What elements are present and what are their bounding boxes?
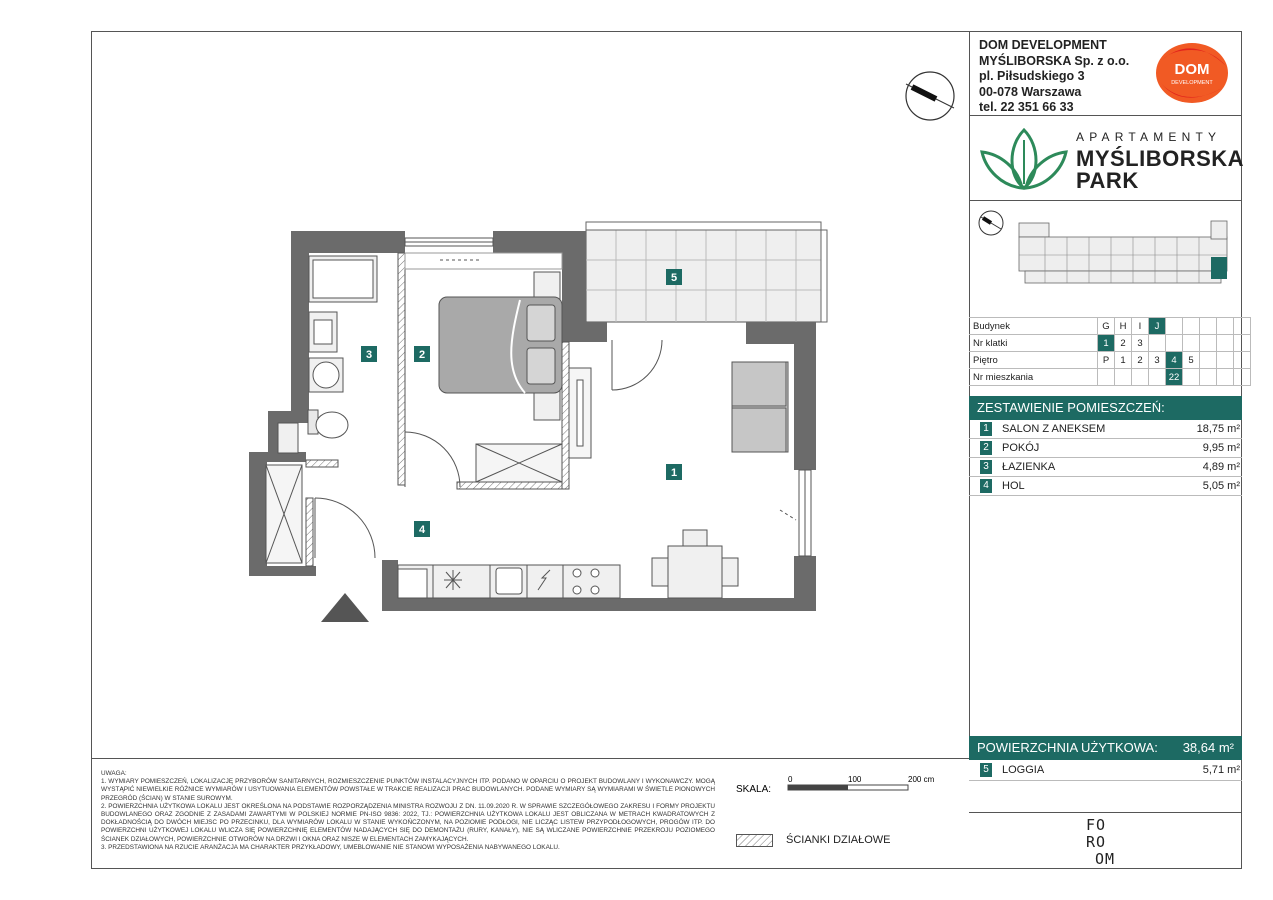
separator bbox=[969, 812, 1242, 813]
total-area-label: POWIERZCHNIA UŻYTKOWA: bbox=[977, 740, 1158, 755]
meta-cell bbox=[1115, 369, 1132, 386]
plan-label-5: 5 bbox=[670, 272, 678, 284]
rooms-heading: ZESTAWIENIE POMIESZCZEŃ: bbox=[969, 396, 1242, 420]
meta-cell bbox=[1149, 369, 1166, 386]
company-info bbox=[979, 38, 1129, 116]
room-name: POKÓJ bbox=[1002, 442, 1040, 454]
meta-cell: J bbox=[1149, 318, 1166, 335]
meta-cell bbox=[1183, 369, 1200, 386]
meta-row bbox=[969, 318, 1251, 335]
room-area: 9,95 m² bbox=[1202, 442, 1240, 454]
brand-line-2: MYŚLIBORSKA bbox=[1076, 146, 1245, 171]
room-row bbox=[980, 420, 1240, 438]
meta-cell: 1 bbox=[1098, 335, 1115, 352]
meta-cell bbox=[1217, 352, 1234, 369]
total-area-bar bbox=[969, 736, 1242, 760]
room-area: 5,71 m² bbox=[1202, 764, 1240, 776]
meta-row bbox=[969, 352, 1251, 369]
loggia-row bbox=[980, 761, 1240, 779]
brand-name bbox=[1076, 126, 1244, 192]
meta-cell bbox=[1217, 369, 1234, 386]
window-right bbox=[799, 470, 811, 556]
meta-cell: P bbox=[1098, 352, 1115, 369]
room-area: 5,05 m² bbox=[1202, 480, 1240, 492]
meta-label: Piętro bbox=[969, 352, 1098, 369]
bedroom-furniture bbox=[439, 272, 562, 482]
room-area: 4,89 m² bbox=[1202, 461, 1240, 473]
meta-cell bbox=[1183, 318, 1200, 335]
meta-cell bbox=[1217, 318, 1234, 335]
meta-cell bbox=[1217, 335, 1234, 352]
company-line: MYŚLIBORSKA Sp. z o.o. bbox=[979, 53, 1130, 68]
meta-label: Nr klatki bbox=[969, 335, 1098, 352]
meta-cell: 2 bbox=[1132, 352, 1149, 369]
logo-text: DOM bbox=[1174, 61, 1210, 78]
meta-cell bbox=[1234, 352, 1251, 369]
meta-cell: H bbox=[1115, 318, 1132, 335]
scale-label: SKALA: bbox=[736, 784, 772, 795]
meta-cell bbox=[1200, 318, 1217, 335]
meta-cell: 22 bbox=[1166, 369, 1183, 386]
note-item: 1. WYMIARY POMIESZCZEŃ, LOKALIZACJĘ PRZYBORÓW SANITARNYCH, ROZMIESZCZENIE PUNKTÓW INSTALACYJNYCH ITP. PODANO W OPARCIU O PROJEKT BUDOWLANY I WYKONAWCZY. MOGĄ WYSTĄPIĆ NIEWIELKIE RÓŻNICE WYMIARÓW I USYTUOWANIA ELEMENTÓW POWSTAŁE W TRAKCIE REALIZACJI PRAC BUDOWLANYCH. PODANE WYMIARY SĄ WYMIARAMI W ŚWIETLE PIONOWYCH PRZEGRÓD (ŚCIAN) W STANIE SUROWYM. bbox=[101, 778, 715, 802]
meta-cell bbox=[1200, 352, 1217, 369]
meta-cell: I bbox=[1132, 318, 1149, 335]
separator bbox=[969, 115, 1242, 116]
notes bbox=[101, 770, 715, 852]
leaf-logo-icon bbox=[978, 126, 1070, 192]
meta-cell bbox=[1098, 369, 1115, 386]
room-name: HOL bbox=[1002, 480, 1025, 492]
meta-cell: 3 bbox=[1132, 335, 1149, 352]
brand-line-3: PARK bbox=[1076, 168, 1139, 193]
room-area: 18,75 m² bbox=[1196, 423, 1240, 435]
meta-cell bbox=[1234, 369, 1251, 386]
meta-cell: 1 bbox=[1115, 352, 1132, 369]
note-item: 3. PRZEDSTAWIONA NA RZUCIE ARANŻACJA MA CHARAKTER PRZYKŁADOWY, UMEBLOWANIE NIE STANOWI WYPOSAŻENIA NABYWANEGO LOKALU. bbox=[101, 843, 560, 851]
meta-cell bbox=[1234, 318, 1251, 335]
legend-label: ŚCIANKI DZIAŁOWE bbox=[786, 834, 891, 846]
meta-row bbox=[969, 369, 1251, 386]
room-name: LOGGIA bbox=[1002, 764, 1045, 776]
note-item: 2. POWIERZCHNIA UŻYTKOWA LOKALU JEST OKREŚLONA NA PODSTAWIE ROZPORZĄDZENIA MINISTRA ROZWOJU Z DN. 11.09.2020 R. W SPRAWIE SZCZEGÓŁOWEGO ZAKRESU I FORMY PROJEKTU BUDOWLANEGO ORAZ ZGODNIE Z ZASADAMI ZAWARTYMI W POLSKIEJ NORMIE PN-ISO 9836: 2022, TJ.: POWIERZCHNIA UŻYTKOWA LOKALU JEST OBLICZANA W METRACH KWADRATOWYCH Z DOKŁADNOŚCIĄ DO DWÓCH MIEJSC PO PRZECINKU, DLA WYMIARÓW LOKALU W STANIE WYKOŃCZONYM, NA POZIOMIE PODŁOGI, NIE LICZĄC LISTEW PRZYPODŁOGOWYCH, PROGÓW ITP. DO POWIERZCHNI UŻYTKOWEJ LOKALU WLICZA SIĘ POWIERZCHNIĘ ELEMENTÓW NADAJĄCYCH SIĘ DO DEMONTAŻU (RURY, KANAŁY), NIE SĄ WLICZANE POWIERZCHNIE PRZEKROJU POZIOMEGO ŚCIANEK DZIAŁOWYCH, POWIERZCHNIE OTWORÓW NA DRZWI I OKNA ORAZ NISZE W ELEMENTACH ZAMYKAJĄCYCH. bbox=[101, 802, 715, 843]
hatch-swatch-icon bbox=[736, 834, 776, 848]
scale-tick: 200 cm bbox=[908, 776, 935, 784]
scale-tick: 0 bbox=[788, 776, 793, 784]
meta-cell: 3 bbox=[1149, 352, 1166, 369]
meta-cell bbox=[1166, 318, 1183, 335]
room-name: SALON Z ANEKSEM bbox=[1002, 423, 1106, 435]
room-number: 5 bbox=[980, 763, 992, 777]
meta-row bbox=[969, 335, 1251, 352]
forom-logo bbox=[1086, 817, 1115, 868]
meta-cell: 4 bbox=[1166, 352, 1183, 369]
company-line: tel. 22 351 66 33 bbox=[979, 100, 1074, 114]
company-line: 00-078 Warszawa bbox=[979, 84, 1082, 99]
plan-label-4: 4 bbox=[418, 524, 426, 536]
meta-cell: 5 bbox=[1183, 352, 1200, 369]
room-row bbox=[980, 477, 1240, 495]
window-top bbox=[405, 238, 493, 246]
plan-label-1: 1 bbox=[670, 467, 678, 479]
room-row bbox=[980, 439, 1240, 457]
meta-cell: G bbox=[1098, 318, 1115, 335]
room-number: 4 bbox=[980, 479, 992, 493]
row-divider bbox=[969, 495, 1242, 496]
meta-cell: 2 bbox=[1115, 335, 1132, 352]
meta-cell bbox=[1200, 369, 1217, 386]
key-plan-compass-icon bbox=[979, 211, 1003, 235]
total-area-value: 38,64 m² bbox=[1182, 740, 1234, 755]
notes-title: UWAGA: bbox=[101, 770, 127, 777]
room-number: 1 bbox=[980, 422, 992, 436]
meta-label: Nr mieszkania bbox=[969, 369, 1098, 386]
room-number: 3 bbox=[980, 460, 992, 474]
building-key-plan bbox=[975, 205, 1237, 301]
meta-cell bbox=[1132, 369, 1149, 386]
room-name: ŁAZIENKA bbox=[1002, 461, 1056, 473]
meta-cell bbox=[1200, 335, 1217, 352]
entrance-marker-icon bbox=[321, 593, 369, 622]
company-line: pl. Piłsudskiego 3 bbox=[979, 69, 1085, 83]
logo-subtext: DEVELOPMENT bbox=[1171, 80, 1213, 86]
meta-label: Budynek bbox=[969, 318, 1098, 335]
north-arrow-icon bbox=[906, 72, 954, 120]
meta-cell bbox=[1166, 335, 1183, 352]
kitchen-counter bbox=[398, 565, 620, 598]
room-number: 2 bbox=[980, 441, 992, 455]
forom-line: OM bbox=[1095, 850, 1116, 868]
row-divider bbox=[969, 780, 1242, 781]
panel-divider bbox=[969, 31, 970, 758]
brand-line-1: APARTAMENTY bbox=[1076, 130, 1222, 144]
meta-cell bbox=[1234, 335, 1251, 352]
scale-tick: 100 bbox=[848, 776, 862, 784]
separator bbox=[969, 200, 1242, 201]
bathroom-fixtures bbox=[266, 256, 377, 563]
plan-label-3: 3 bbox=[365, 349, 373, 361]
loggia bbox=[586, 222, 827, 322]
meta-cell bbox=[1183, 335, 1200, 352]
dom-development-logo bbox=[1152, 40, 1232, 106]
company-line: DOM DEVELOPMENT bbox=[979, 38, 1107, 52]
apartment-meta-table bbox=[969, 317, 1251, 386]
forom-line: FO bbox=[1086, 816, 1107, 834]
meta-cell bbox=[1149, 335, 1166, 352]
plan-label-2: 2 bbox=[418, 349, 426, 361]
room-row bbox=[980, 458, 1240, 476]
forom-line: RO bbox=[1086, 833, 1107, 851]
